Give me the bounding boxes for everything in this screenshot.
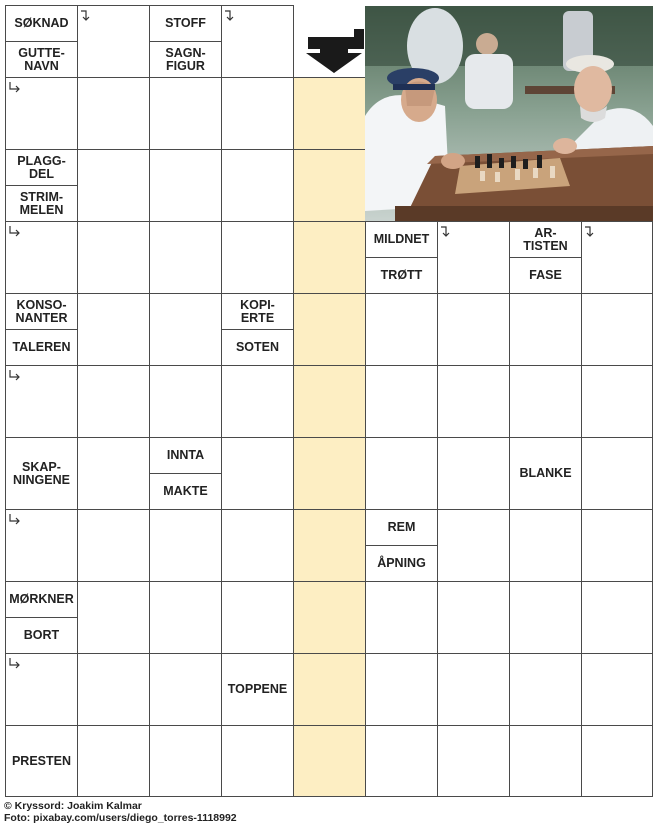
clue-konsonanter: KONSO- NANTER: [15, 297, 68, 325]
clue-plaggdel: PLAGG- DEL: [17, 153, 66, 181]
clue-kopierte: KOPI- ERTE: [240, 297, 275, 325]
grid-line-h: [5, 293, 653, 294]
clue-innta: INNTA: [166, 448, 205, 462]
grid-line-v: [293, 5, 294, 797]
clue-trott: TRØTT: [380, 268, 423, 282]
grid-line-v: [77, 5, 78, 797]
grid-line-h: [5, 796, 653, 797]
grid-line-v: [5, 5, 6, 797]
grid-line-h: [5, 77, 365, 78]
grid-line-h: [5, 653, 653, 654]
clue-toppene: TOPPENE: [227, 682, 288, 696]
turn-right-arrow-icon: [8, 657, 22, 671]
turn-down-arrow-icon: [440, 225, 454, 239]
turn-right-arrow-icon: [8, 369, 22, 383]
clue-strimmelen: STRIM- MELEN: [19, 189, 64, 217]
chess-players-photo: [365, 6, 653, 221]
grid-line-h: [5, 725, 653, 726]
credits: [4, 800, 237, 824]
grid-line-h: [5, 509, 653, 510]
turn-right-arrow-icon: [8, 225, 22, 239]
clue-soten: SOTEN: [235, 340, 280, 354]
grid-line-v: [149, 5, 150, 797]
turn-right-arrow-icon: [8, 81, 22, 95]
clue-apning: ÅPNING: [377, 556, 426, 570]
clue-skapningene: SKAP- NINGENE: [13, 459, 70, 487]
grid-line-h: [5, 581, 653, 582]
clue-taleren: TALEREN: [12, 340, 71, 354]
clue-fase: FASE: [529, 268, 562, 282]
clue-sagnfigur: SAGN- FIGUR: [165, 45, 206, 73]
clue-blanke: BLANKE: [519, 466, 572, 480]
photo-credit: Foto: pixabay.com/users/diego_torres-1118992: [4, 812, 237, 824]
grid-line-h: [5, 365, 653, 366]
clue-bort: BORT: [23, 628, 60, 642]
clue-artisten: AR- TISTEN: [523, 225, 568, 253]
clue-stoff: STOFF: [165, 16, 206, 30]
clue-rem: REM: [387, 520, 416, 534]
big-down-arrow-icon: [298, 15, 366, 75]
clue-makte: MAKTE: [163, 484, 208, 498]
clue-mildnet: MILDNET: [373, 232, 430, 246]
turn-right-arrow-icon: [8, 513, 22, 527]
clue-presten: PRESTEN: [11, 754, 72, 768]
clue-morkner: MØRKNER: [9, 592, 74, 606]
crossword-credit: © Kryssord: Joakim Kalmar: [4, 800, 142, 812]
clue-soknad: SØKNAD: [14, 16, 69, 30]
turn-down-arrow-icon: [224, 9, 238, 23]
turn-down-arrow-icon: [80, 9, 94, 23]
clue-guttenavn: GUTTE- NAVN: [18, 45, 65, 73]
turn-down-arrow-icon: [584, 225, 598, 239]
